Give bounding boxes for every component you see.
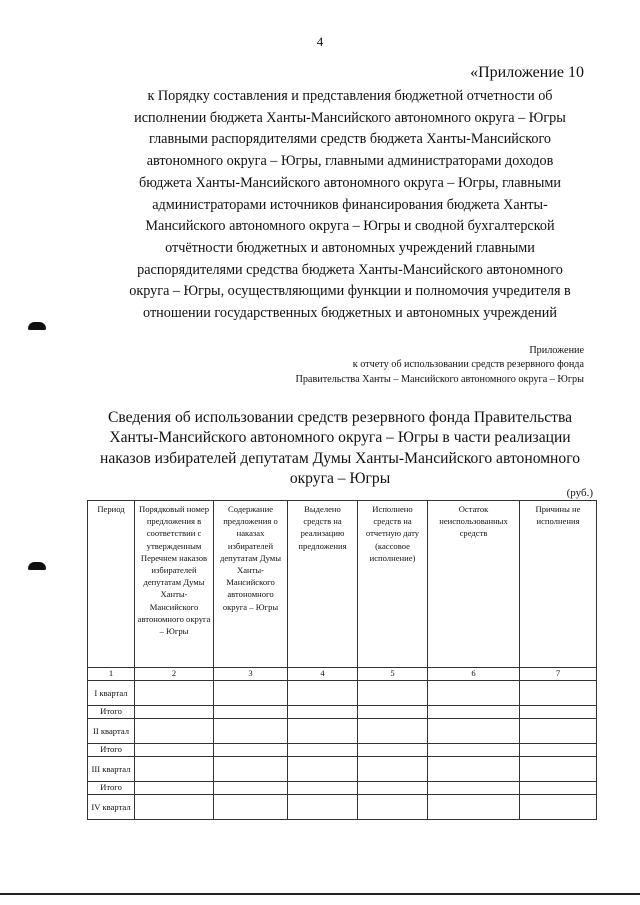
table-cell (520, 719, 597, 744)
table-cell (358, 744, 428, 757)
column-number-row (88, 668, 597, 681)
table-cell (428, 706, 520, 719)
total-row (88, 744, 597, 757)
table-cell (428, 744, 520, 757)
table-cell (288, 681, 358, 706)
table-cell (358, 795, 428, 820)
table-cell (288, 706, 358, 719)
table-cell (214, 757, 288, 782)
period-cell: I квартал (88, 681, 135, 706)
table-cell (214, 719, 288, 744)
table-cell (358, 782, 428, 795)
table-cell (520, 706, 597, 719)
appendix-line: округа – Югры, осуществляющими функции и полномочия учредителя в (129, 283, 571, 300)
report-title-line: округа – Югры (289, 469, 391, 487)
table-cell (358, 757, 428, 782)
report-title (80, 408, 600, 489)
table-cell (520, 795, 597, 820)
column-number: 2 (135, 668, 214, 681)
table-cell (214, 744, 288, 757)
column-number: 7 (520, 668, 597, 681)
column-number: 4 (288, 668, 358, 681)
period-cell: IV квартал (88, 795, 135, 820)
table-row (88, 757, 597, 782)
appendix-line: Мансийского автономного округа – Югры и сводной бухгалтерской (145, 218, 555, 235)
table-cell (214, 782, 288, 795)
total-row (88, 706, 597, 719)
column-header: Порядковый номер предложения в соответствии с утвержденным Перечнем наказов избирателей депутатам Думы Ханты-Мансийского автономного округа – Югры (135, 501, 214, 668)
appendix-line: бюджета Ханты-Мансийского автономного округа – Югры, главными (139, 174, 561, 191)
column-number: 6 (428, 668, 520, 681)
appendix-line: отчётности бюджетных и автономных учреждений главными (165, 239, 535, 256)
report-note-line: Правительства Ханты – Мансийского автономного округа – Югры (295, 373, 584, 385)
column-header: Остаток неиспользованных средств (428, 501, 520, 668)
report-title-line: наказов избирателей депутатам Думы Ханты-Мансийского автономного (99, 449, 581, 467)
scan-bottom-edge (0, 893, 640, 895)
column-number: 5 (358, 668, 428, 681)
column-number: 1 (88, 668, 135, 681)
column-header: Выделено средств на реализацию предложения (288, 501, 358, 668)
table-cell (358, 706, 428, 719)
table-cell (135, 706, 214, 719)
table-cell (288, 719, 358, 744)
period-cell: III квартал (88, 757, 135, 782)
table-cell (520, 757, 597, 782)
table-cell (288, 757, 358, 782)
report-title-line: Ханты-Мансийского автономного округа – Югры в части реализации (109, 429, 571, 447)
table-cell (520, 681, 597, 706)
appendix-line: отношении государственных бюджетных и автономных учреждений (143, 305, 557, 322)
column-number: 3 (214, 668, 288, 681)
table-cell (288, 795, 358, 820)
table-cell (428, 719, 520, 744)
report-note (254, 344, 584, 387)
table-cell (358, 681, 428, 706)
table-cell (520, 782, 597, 795)
table-row (88, 795, 597, 820)
column-header: Причины не исполнения (520, 501, 597, 668)
table-cell (288, 744, 358, 757)
table-cell (428, 681, 520, 706)
appendix-title: «Приложение 10 (470, 64, 584, 81)
table-cell (520, 744, 597, 757)
appendix-line: администраторами источников финансирования бюджета Ханты- (152, 196, 548, 213)
column-header: Содержание предложения о наказах избирателей депутатам Думы Ханты-Мансийского автономного округа – Югры (214, 501, 288, 668)
hole-punch-mark (28, 322, 46, 330)
report-table (87, 500, 597, 820)
table-cell (135, 681, 214, 706)
appendix-line: к Порядку составления и представления бюджетной отчетности об (147, 88, 553, 104)
total-cell: Итого (88, 706, 135, 719)
table-row (88, 681, 597, 706)
appendix-line: исполнении бюджета Ханты-Мансийского автономного округа – Югры (134, 109, 566, 126)
page-number: 4 (316, 34, 324, 49)
total-cell: Итого (88, 782, 135, 795)
table-cell (358, 719, 428, 744)
table-cell (288, 782, 358, 795)
report-title-line: Сведения об использовании средств резервного фонда Правительства (107, 409, 573, 426)
units-label: (руб.) (566, 487, 593, 499)
total-row (88, 782, 597, 795)
table-cell (135, 744, 214, 757)
appendix-line: распорядителями средства бюджета Ханты-Мансийского автономного (137, 261, 563, 278)
table-cell (428, 757, 520, 782)
appendix-line: главными распорядителями средств бюджета Ханты-Мансийского (148, 131, 552, 148)
table-cell (135, 719, 214, 744)
table-cell (214, 795, 288, 820)
table-cell (135, 757, 214, 782)
total-cell: Итого (88, 744, 135, 757)
table-cell (214, 706, 288, 719)
report-note-line: Приложение (529, 345, 584, 356)
table-cell (135, 782, 214, 795)
table-cell (214, 681, 288, 706)
column-header: Период (88, 501, 135, 668)
table-cell (428, 782, 520, 795)
period-cell: II квартал (88, 719, 135, 744)
hole-punch-mark (28, 562, 46, 570)
header-row (88, 501, 597, 668)
table-cell (135, 795, 214, 820)
appendix-line: автономного округа – Югры, главными администраторами доходов (146, 153, 554, 170)
table-row (88, 719, 597, 744)
column-header: Исполнено средств на отчетную дату (кассовое исполнение) (358, 501, 428, 668)
table-cell (428, 795, 520, 820)
appendix-body (100, 86, 600, 325)
report-note-line: к отчету об использовании средств резервного фонда (352, 359, 584, 371)
